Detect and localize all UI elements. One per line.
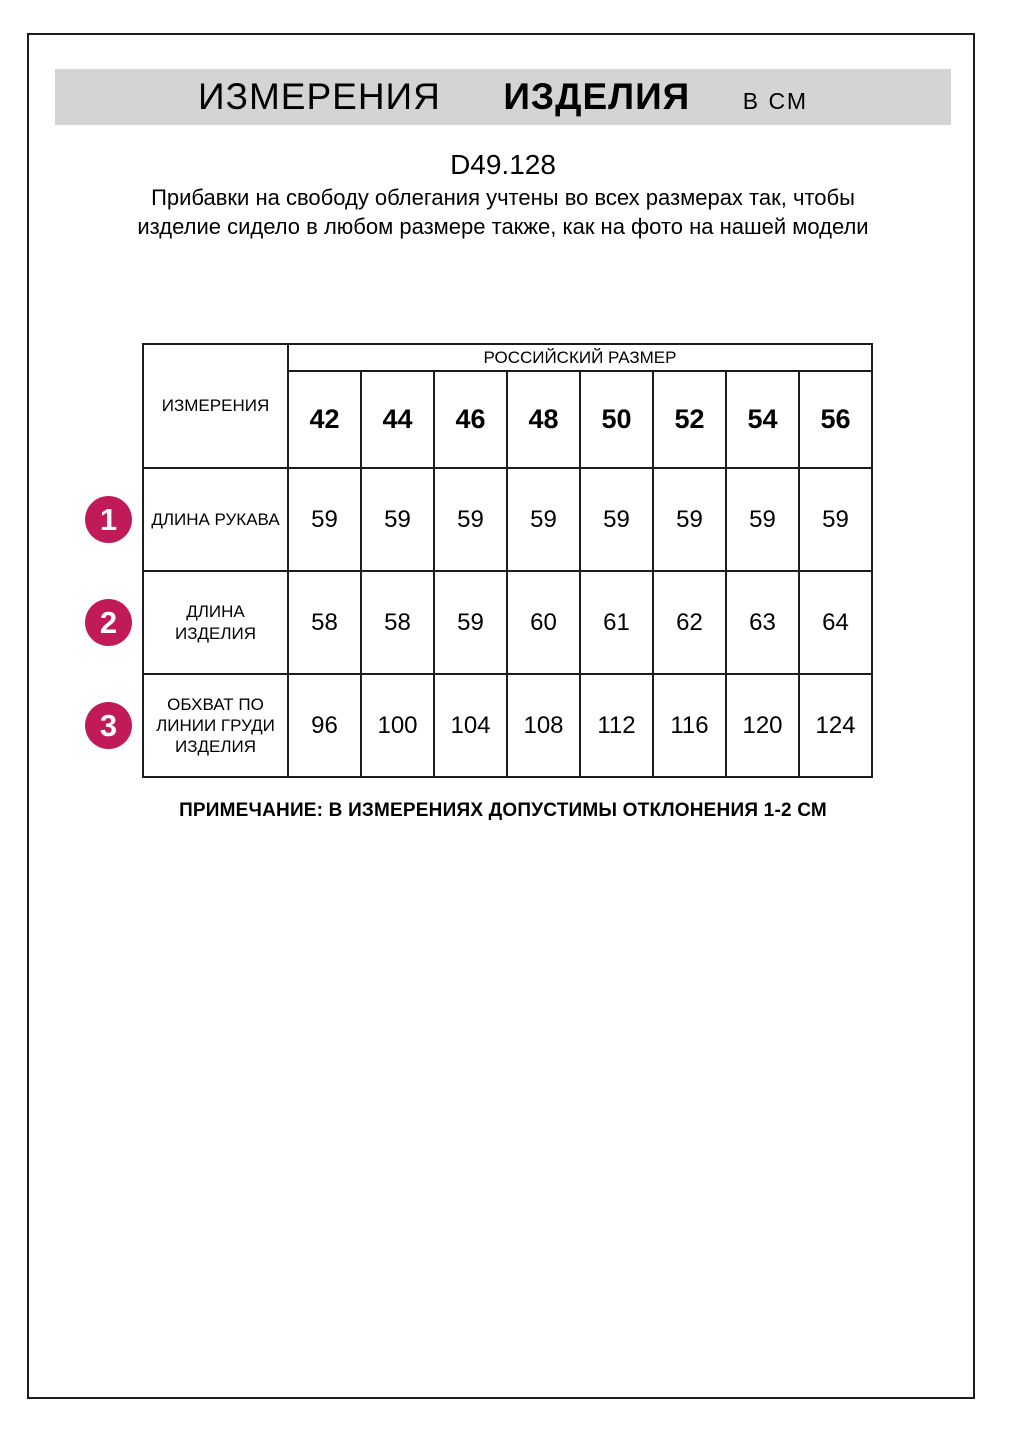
measurement-cell: 59 — [726, 468, 799, 571]
title-word-measurements: ИЗМЕРЕНИЯ — [198, 76, 441, 117]
measurement-cell: 116 — [653, 674, 726, 777]
measurement-cell: 96 — [288, 674, 361, 777]
row-number-badge-2: 2 — [85, 599, 132, 646]
note-text: ПРИМЕЧАНИЕ: В ИЗМЕРЕНИЯХ ДОПУСТИМЫ ОТКЛОНЕНИЯ 1-2 СМ — [179, 800, 827, 821]
russian-size-group-header: РОССИЙСКИЙ РАЗМЕР — [288, 344, 872, 371]
table-row-sleeve-length — [143, 468, 872, 571]
row-number-badge-3: 3 — [85, 702, 132, 749]
table-row-product-length — [143, 571, 872, 674]
measurement-cell: 59 — [434, 571, 507, 674]
row-label: ДЛИНА ИЗДЕЛИЯ — [143, 571, 288, 674]
size-table-zone — [29, 35, 977, 1397]
size-table — [142, 343, 873, 778]
measurement-cell: 59 — [653, 468, 726, 571]
measurement-cell: 63 — [726, 571, 799, 674]
row-label: ДЛИНА РУКАВА — [143, 468, 288, 571]
size-column-header: 56 — [799, 371, 872, 468]
table-group-header-row — [143, 344, 872, 371]
measurement-cell: 124 — [799, 674, 872, 777]
measurement-cell: 108 — [507, 674, 580, 777]
size-column-header: 52 — [653, 371, 726, 468]
title-unit-cm: В СМ — [742, 88, 808, 114]
measurement-cell: 104 — [434, 674, 507, 777]
model-code: D49.128 — [450, 149, 556, 180]
measurement-cell: 59 — [434, 468, 507, 571]
fit-description: Прибавки на свободу облегания учтены во всех размерах так, чтобы изделие сидело в любом размере также, как на фото на нашей модели — [137, 185, 869, 240]
measurement-cell: 59 — [580, 468, 653, 571]
row-label: ОБХВАТ ПО ЛИНИИ ГРУДИ ИЗДЕЛИЯ — [143, 674, 288, 777]
measurements-column-header: ИЗМЕРЕНИЯ — [143, 344, 288, 468]
size-column-header: 46 — [434, 371, 507, 468]
size-column-header: 48 — [507, 371, 580, 468]
size-column-header: 54 — [726, 371, 799, 468]
size-column-header: 44 — [361, 371, 434, 468]
document-page — [27, 33, 975, 1399]
size-column-header: 50 — [580, 371, 653, 468]
measurement-cell: 59 — [361, 468, 434, 571]
row-number-badge-1: 1 — [85, 496, 132, 543]
measurement-cell: 59 — [799, 468, 872, 571]
measurement-cell: 112 — [580, 674, 653, 777]
measurement-cell: 58 — [361, 571, 434, 674]
measurement-cell: 61 — [580, 571, 653, 674]
size-column-header: 42 — [288, 371, 361, 468]
measurement-cell: 62 — [653, 571, 726, 674]
measurement-cell: 59 — [507, 468, 580, 571]
measurement-cell: 60 — [507, 571, 580, 674]
measurement-cell: 59 — [288, 468, 361, 571]
title-word-product: ИЗДЕЛИЯ — [503, 76, 691, 117]
measurement-cell: 120 — [726, 674, 799, 777]
measurement-cell: 100 — [361, 674, 434, 777]
measurement-cell: 64 — [799, 571, 872, 674]
table-row-chest-girth — [143, 674, 872, 777]
measurement-cell: 58 — [288, 571, 361, 674]
